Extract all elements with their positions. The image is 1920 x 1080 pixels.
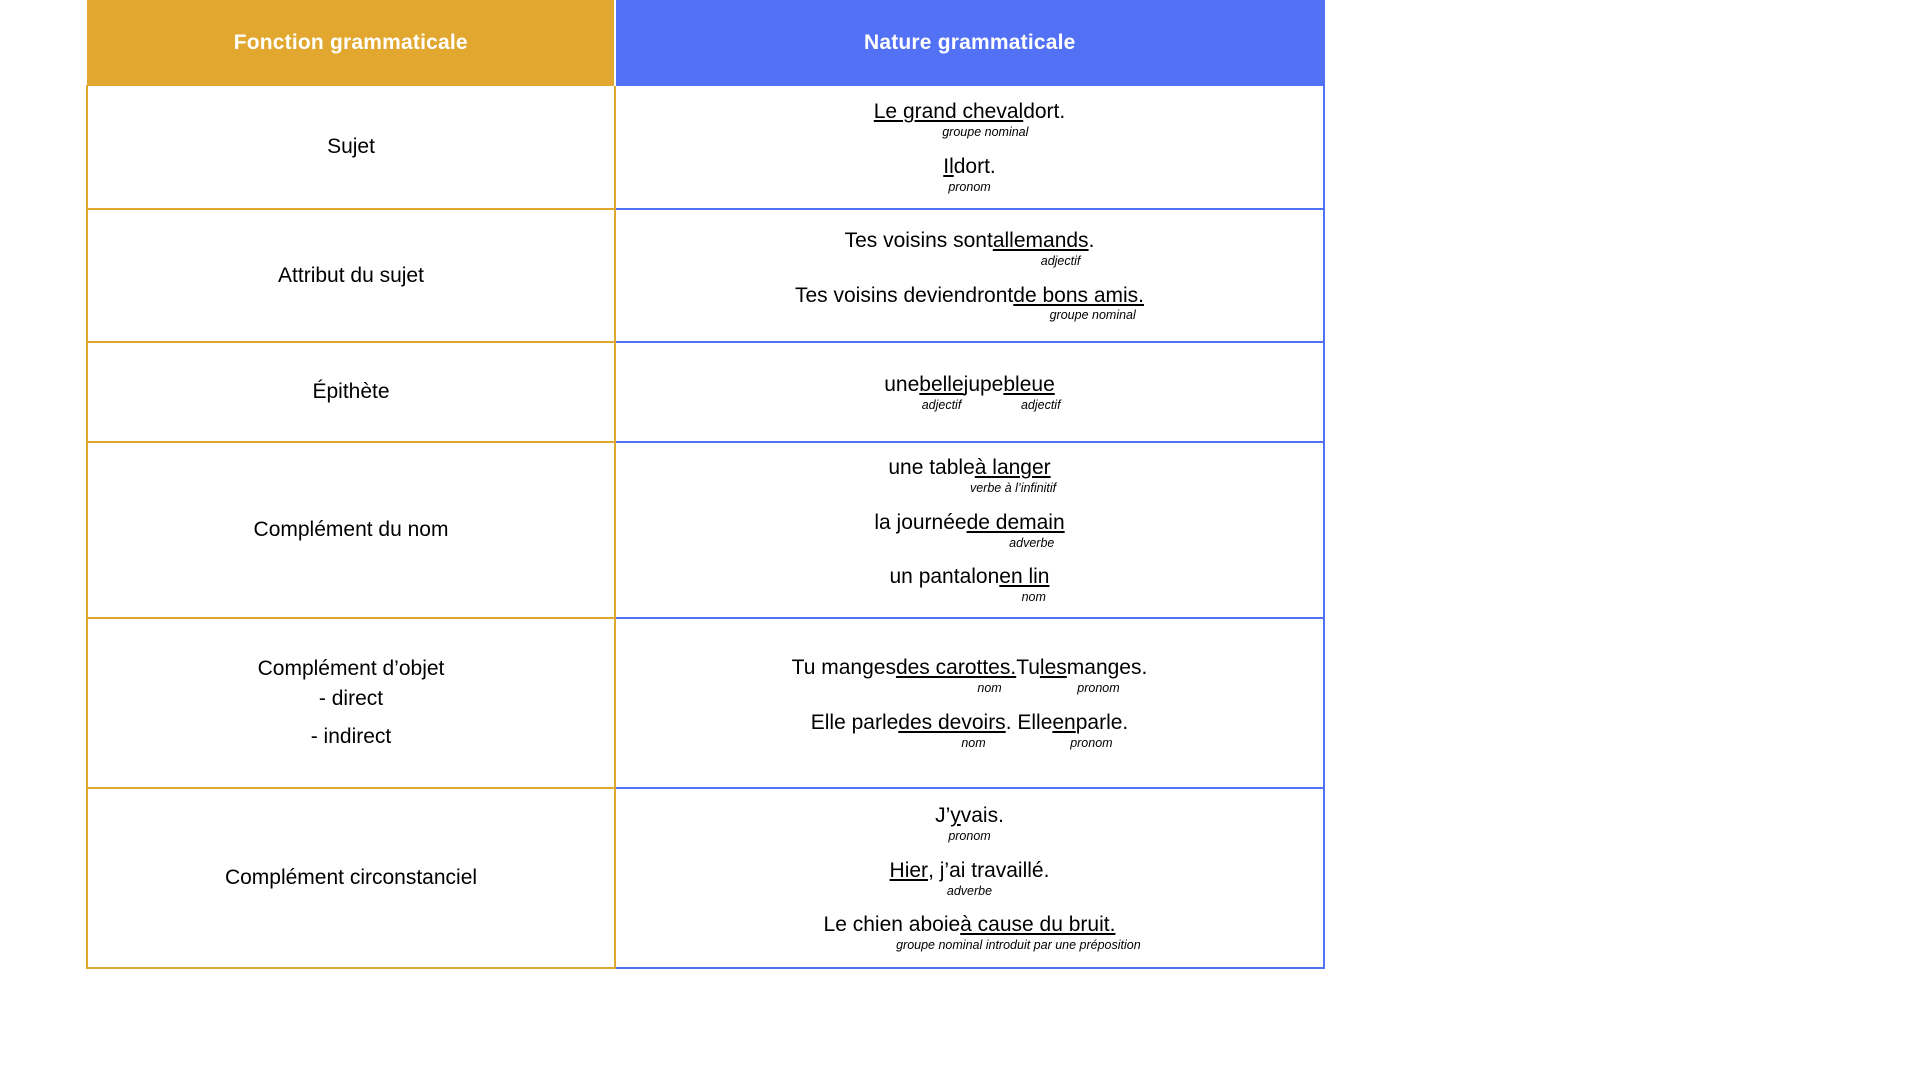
underlined-segment: bleue bbox=[1003, 372, 1055, 396]
nature-annotation-row bbox=[626, 939, 1313, 953]
nature-annotation: adverbe bbox=[1009, 535, 1055, 550]
plain-segment: jupe bbox=[963, 372, 1004, 396]
cell-nature-grammaticale bbox=[615, 618, 1324, 788]
nature-annotation-row bbox=[626, 737, 1313, 751]
example-sentence bbox=[626, 565, 1313, 590]
underlined-segment: à langer bbox=[974, 456, 1051, 480]
underlined-segment: Le grand cheval bbox=[873, 100, 1024, 124]
nature-annotation-row bbox=[626, 885, 1313, 899]
underlined-segment: en bbox=[1052, 711, 1076, 734]
cell-nature-grammaticale bbox=[615, 788, 1324, 968]
nature-annotation-row bbox=[626, 126, 1313, 140]
cell-fonction-grammaticale bbox=[87, 788, 615, 968]
underlined-segment: les bbox=[1039, 656, 1067, 680]
underlined-segment: de bons amis. bbox=[1013, 283, 1145, 307]
grammar-table bbox=[86, 0, 1325, 969]
fonction-label-line: - direct bbox=[318, 686, 384, 710]
example-sentence bbox=[626, 284, 1313, 309]
example-sentence bbox=[626, 100, 1313, 125]
nature-annotation-row bbox=[626, 399, 1313, 413]
cell-nature-grammaticale bbox=[615, 86, 1324, 210]
plain-segment: manges. bbox=[1066, 656, 1148, 680]
fonction-label-line: Attribut du sujet bbox=[278, 263, 424, 287]
cell-nature-grammaticale bbox=[615, 209, 1324, 342]
example-block bbox=[626, 801, 1313, 846]
example-sentence bbox=[626, 913, 1313, 938]
fonction-label-line: Complément circonstanciel bbox=[224, 866, 478, 890]
cell-fonction-grammaticale bbox=[87, 342, 615, 442]
example-sentence bbox=[626, 711, 1313, 736]
nature-annotation: nom bbox=[977, 681, 1002, 696]
table-header bbox=[87, 1, 1324, 86]
example-block bbox=[626, 653, 1313, 698]
fonction-label-line: - indirect bbox=[310, 725, 392, 749]
plain-segment: une table bbox=[888, 456, 975, 480]
underlined-segment: des devoirs bbox=[898, 711, 1006, 734]
nature-annotation-row bbox=[626, 309, 1313, 323]
example-block bbox=[626, 453, 1313, 498]
cell-nature-grammaticale bbox=[615, 342, 1324, 442]
nature-annotation: adjectif bbox=[921, 397, 962, 412]
cell-fonction-grammaticale bbox=[87, 209, 615, 342]
example-sentence bbox=[626, 511, 1313, 536]
cell-fonction-grammaticale bbox=[87, 442, 615, 618]
plain-segment: . bbox=[1088, 228, 1095, 252]
example-block bbox=[626, 152, 1313, 197]
fonction-label-line: Sujet bbox=[327, 135, 375, 159]
plain-segment: la journée bbox=[874, 510, 967, 534]
table-row bbox=[87, 86, 1324, 210]
underlined-segment: de demain bbox=[966, 510, 1065, 534]
plain-segment: . Elle bbox=[1005, 711, 1053, 734]
example-sentence bbox=[626, 155, 1313, 180]
fonction-label-line: Épithète bbox=[312, 380, 390, 404]
column-header-nature-grammaticale: Nature grammaticale bbox=[615, 1, 1324, 86]
underlined-segment: Hier bbox=[889, 858, 929, 882]
example-block bbox=[626, 856, 1313, 901]
underlined-segment: des carottes. bbox=[895, 656, 1017, 680]
nature-annotation: verbe à l’infinitif bbox=[969, 480, 1057, 495]
table-row bbox=[87, 788, 1324, 968]
fonction-label-line: Complément d’objet bbox=[257, 656, 445, 680]
column-header-fonction-grammaticale: Fonction grammaticale bbox=[87, 1, 615, 86]
table-row bbox=[87, 442, 1324, 618]
underlined-segment: y bbox=[950, 804, 961, 828]
nature-annotation-row bbox=[626, 682, 1313, 696]
plain-segment: Tes voisins deviendront bbox=[794, 283, 1014, 307]
cell-fonction-grammaticale bbox=[87, 618, 615, 788]
nature-annotation-row bbox=[626, 591, 1313, 605]
underlined-segment: en lin bbox=[999, 565, 1050, 589]
plain-segment: dort. bbox=[1023, 100, 1066, 124]
nature-annotation: nom bbox=[1021, 590, 1046, 605]
example-block bbox=[626, 508, 1313, 553]
table-body bbox=[87, 86, 1324, 969]
nature-annotation-row bbox=[626, 830, 1313, 844]
example-sentence bbox=[626, 456, 1313, 481]
example-sentence bbox=[626, 656, 1313, 681]
nature-annotation-row bbox=[626, 255, 1313, 269]
plain-segment: Tu bbox=[1016, 656, 1040, 680]
nature-annotation-row bbox=[626, 537, 1313, 551]
plain-segment: , j’ai travaillé. bbox=[928, 858, 1050, 882]
example-block bbox=[626, 281, 1313, 326]
plain-segment: un pantalon bbox=[889, 565, 1000, 589]
plain-segment: dort. bbox=[953, 155, 996, 178]
example-sentence bbox=[626, 859, 1313, 884]
example-block bbox=[626, 370, 1313, 415]
plain-segment: J’ bbox=[935, 804, 951, 828]
nature-annotation: pronom bbox=[948, 179, 991, 194]
table-row bbox=[87, 209, 1324, 342]
nature-annotation: adjectif bbox=[1040, 253, 1081, 268]
grammar-table-wrapper bbox=[86, 0, 1323, 969]
plain-segment: Tes voisins sont bbox=[844, 228, 993, 252]
nature-annotation: adverbe bbox=[946, 883, 993, 898]
plain-segment: Tu manges bbox=[791, 656, 896, 680]
nature-annotation: groupe nominal introduit par une préposition bbox=[896, 938, 1141, 953]
example-block bbox=[626, 562, 1313, 607]
example-sentence bbox=[626, 373, 1313, 398]
plain-segment: Le chien aboie bbox=[823, 913, 961, 937]
example-block bbox=[626, 226, 1313, 271]
example-block bbox=[626, 910, 1313, 955]
table-row bbox=[87, 342, 1324, 442]
nature-annotation: groupe nominal bbox=[942, 125, 1029, 140]
header-row bbox=[87, 1, 1324, 86]
cell-nature-grammaticale bbox=[615, 442, 1324, 618]
plain-segment: une bbox=[884, 372, 920, 396]
underlined-segment: allemands bbox=[992, 228, 1089, 252]
example-sentence bbox=[626, 229, 1313, 254]
nature-annotation: nom bbox=[961, 735, 986, 750]
example-block bbox=[626, 708, 1313, 753]
nature-annotation-row bbox=[626, 181, 1313, 195]
example-block bbox=[626, 97, 1313, 142]
nature-annotation: pronom bbox=[948, 828, 991, 843]
nature-annotation: adjectif bbox=[1020, 397, 1061, 412]
nature-annotation: groupe nominal bbox=[1049, 308, 1136, 323]
cell-fonction-grammaticale bbox=[87, 86, 615, 210]
underlined-segment: belle bbox=[919, 372, 964, 396]
table-row bbox=[87, 618, 1324, 788]
nature-annotation: pronom bbox=[1077, 681, 1120, 696]
fonction-label-line: Complément du nom bbox=[253, 518, 449, 542]
nature-annotation: pronom bbox=[1070, 735, 1113, 750]
plain-segment: Elle parle bbox=[810, 711, 899, 734]
plain-segment: vais. bbox=[960, 804, 1004, 828]
underlined-segment: à cause du bruit. bbox=[960, 913, 1116, 937]
underlined-segment: Il bbox=[943, 155, 954, 178]
nature-annotation-row bbox=[626, 482, 1313, 496]
example-sentence bbox=[626, 804, 1313, 829]
plain-segment: parle. bbox=[1075, 711, 1129, 734]
